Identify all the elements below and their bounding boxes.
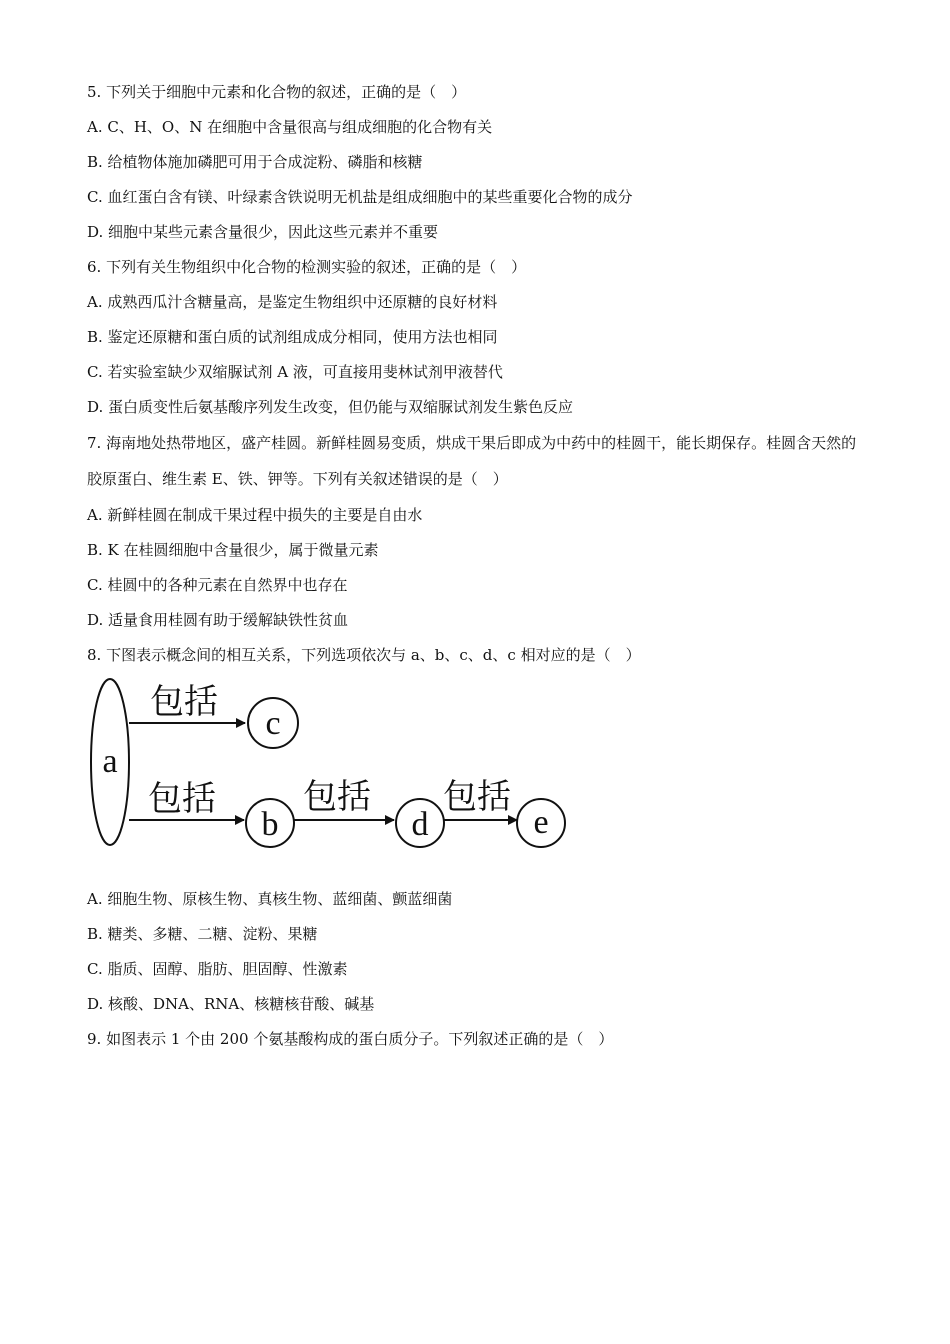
- q6-option-c: C. 若实验室缺少双缩脲试剂 A 液，可直接用斐林试剂甲液替代: [87, 363, 503, 381]
- arrow-b-d-label: 包括: [303, 777, 371, 817]
- q8-option-d: D. 核酸、DNA、RNA、核糖核苷酸、碱基: [87, 995, 375, 1013]
- q5-option-d: D. 细胞中某些元素含量很少，因此这些元素并不重要: [87, 223, 439, 241]
- node-a-label: a: [102, 743, 118, 780]
- q5-option-a: A. C、H、O、N 在细胞中含量很高与组成细胞的化合物有关: [87, 118, 493, 136]
- node-b-label: b: [261, 806, 279, 843]
- arrow-d-e-label: 包括: [443, 777, 511, 817]
- q8-option-a: A. 细胞生物、原核生物、真核生物、蓝细菌、颤蓝细菌: [87, 890, 453, 908]
- arrow-a-c-label: 包括: [150, 682, 218, 722]
- q6-option-d: D. 蛋白质变性后氨基酸序列发生改变，但仍能与双缩脲试剂发生紫色反应: [87, 398, 574, 416]
- q7-option-c: C. 桂圆中的各种元素在自然界中也存在: [87, 576, 348, 594]
- q5-stem: 5. 下列关于细胞中元素和化合物的叙述，正确的是（ ）: [87, 83, 467, 101]
- node-d-label: d: [411, 806, 429, 843]
- node-e-label: e: [533, 804, 549, 841]
- q6-option-b: B. 鉴定还原糖和蛋白质的试剂组成成分相同，使用方法也相同: [87, 328, 498, 346]
- q8-stem: 8. 下图表示概念间的相互关系，下列选项依次与 a、b、c、d、c 相对应的是（ ）: [87, 646, 641, 664]
- q9-stem: 9. 如图表示 1 个由 200 个氨基酸构成的蛋白质分子。下列叙述正确的是（ ）: [87, 1030, 614, 1048]
- q8-option-c: C. 脂质、固醇、脂肪、胆固醇、性激素: [87, 960, 348, 978]
- q5-option-b: B. 给植物体施加磷肥可用于合成淀粉、磷脂和核糖: [87, 153, 423, 171]
- q7-stem: 7. 海南地处热带地区，盛产桂圆。新鲜桂圆易变质，烘成干果后即成为中药中的桂圆干，能长期保存。桂圆含天然的胶原蛋白、维生素 E、铁、钾等。下列有关叙述错误的是（ ）: [87, 434, 857, 488]
- q6-option-a: A. 成熟西瓜汁含糖量高，是鉴定生物组织中还原糖的良好材料: [87, 293, 498, 311]
- q7-option-b: B. K 在桂圆细胞中含量很少，属于微量元素: [87, 541, 379, 559]
- q5-option-c: C. 血红蛋白含有镁、叶绿素含铁说明无机盐是组成细胞中的某些重要化合物的成分: [87, 188, 633, 206]
- q7-option-a: A. 新鲜桂圆在制成干果过程中损失的主要是自由水: [87, 506, 423, 524]
- node-c-label: c: [265, 705, 281, 742]
- concept-diagram: [86, 672, 576, 854]
- q8-option-b: B. 糖类、多糖、二糖、淀粉、果糖: [87, 925, 318, 943]
- q6-stem: 6. 下列有关生物组织中化合物的检测实验的叙述，正确的是（ ）: [87, 258, 527, 276]
- arrow-a-b-label: 包括: [148, 779, 216, 819]
- q7-option-d: D. 适量食用桂圆有助于缓解缺铁性贫血: [87, 611, 349, 629]
